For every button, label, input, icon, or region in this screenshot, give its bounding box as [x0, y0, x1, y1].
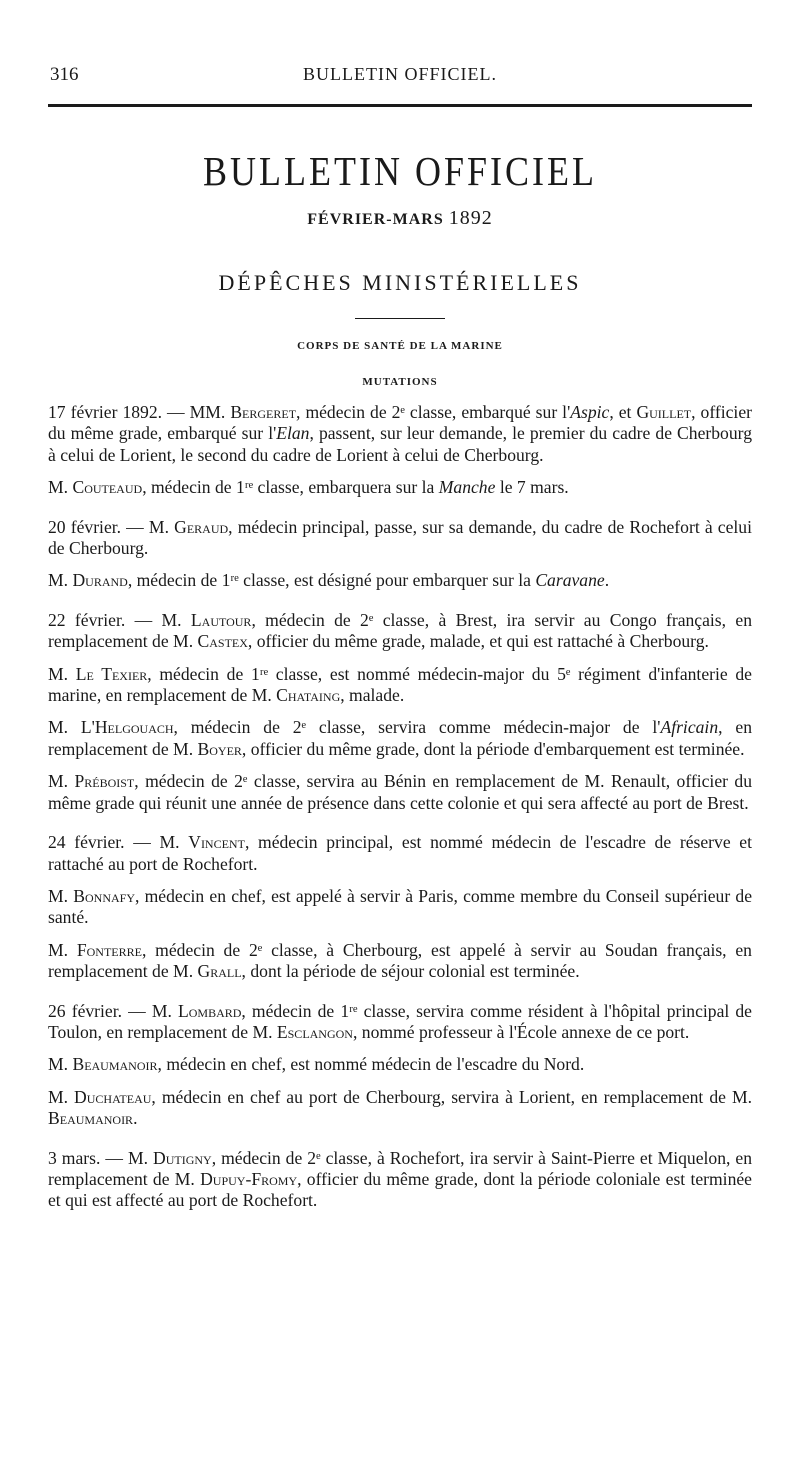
running-head — [40, 64, 760, 88]
text-run: , médecin de 2ᵉ classe, embarqué sur l' — [296, 402, 571, 422]
text-run: . — [604, 570, 610, 591]
paragraph — [48, 517, 752, 560]
ship-name: Africain — [660, 717, 719, 738]
paragraph — [48, 771, 752, 814]
text-run: , officier du même grade, malade, et qui est rattaché à Cherbourg. — [247, 631, 709, 652]
person-name: Lautour — [190, 609, 252, 630]
text-run: M. — [48, 939, 77, 960]
text-run: M. — [48, 477, 73, 498]
running-title: BULLETIN OFFICIEL. — [303, 64, 497, 84]
date-line — [0, 207, 800, 230]
person-name: Chataing — [276, 685, 341, 706]
text-run: , médecin de 2ᵉ classe, à Brest, ira servir au Congo français, en remplacement de M. — [48, 609, 752, 652]
text-run: M. — [48, 885, 74, 906]
text-run: , passent, sur leur demande, le premier du cadre de Cherbourg à celui de Lorient, le second du cadre de Lorient à celui de Cherbourg. — [48, 423, 752, 465]
person-name: Bergeret — [230, 402, 297, 422]
document-title: BULLETIN OFFICIEL — [203, 148, 597, 194]
person-name: Geraud — [174, 516, 229, 537]
paragraph — [48, 832, 752, 875]
person-name: Beaumanoir — [48, 1108, 134, 1129]
person-name: Grall — [197, 961, 242, 982]
text-run: , médecin de 1ʳᵉ classe, embarquera sur la — [142, 477, 439, 498]
person-name: Couteaud — [72, 477, 143, 498]
paragraph — [48, 1001, 752, 1044]
person-name: Bonnafy — [73, 885, 136, 906]
text-run: , officier du même grade, dont la période d'embarquement est terminée. — [241, 738, 745, 759]
text-run: , médecin principal, passe, sur sa demande, du cadre de Rochefort à celui de Cherbourg. — [48, 516, 752, 559]
text-run: 3 mars. — M. — [48, 1147, 153, 1168]
text-run: , médecin de 1ʳᵉ classe, est désigné pour embarquer sur la — [127, 570, 536, 591]
person-name: Dutigny — [153, 1147, 212, 1168]
paragraph — [48, 402, 752, 466]
person-name: Guillet — [636, 402, 692, 422]
body-text — [48, 402, 752, 1223]
text-run: , médecin de 1ʳᵉ classe, est nommé médecin-major du 5ᵉ régiment d'infanterie de marine, en remplacement de M. — [48, 663, 752, 706]
text-run: , médecin en chef, est appelé à servir à Paris, comme membre du Conseil supérieur de santé. — [48, 885, 752, 928]
paragraph — [48, 610, 752, 653]
text-run: , médecin de 2ᵉ classe, servira au Bénin en remplacement de M. Renault, officier du même grade qui réunit une année de présence dans cette colonie et qui sera affecté au port de Brest. — [48, 771, 752, 813]
ship-name: Caravane — [535, 570, 605, 591]
section-title: DÉPÊCHES MINISTÉRIELLES — [218, 270, 582, 295]
person-name: Beaumanoir — [72, 1054, 158, 1075]
paragraph — [48, 886, 752, 929]
paragraph — [48, 1054, 752, 1075]
text-run: , dont la période de séjour colonial est terminée. — [241, 961, 580, 982]
paragraph — [48, 1148, 752, 1212]
text-run: , médecin de 1ʳᵉ classe, servira comme résident à l'hôpital principal de Toulon, en remplacement de M. — [48, 1000, 752, 1042]
ship-name: Manche — [438, 477, 496, 498]
paragraph — [48, 570, 752, 591]
text-run: . — [133, 1108, 138, 1129]
text-run: M. — [48, 1054, 73, 1075]
text-run: , médecin principal, est nommé médecin de l'escadre de réserve et rattaché au port de Rochefort. — [48, 832, 752, 874]
text-run: M. — [48, 717, 81, 738]
text-run: 22 février. — M. — [48, 609, 191, 630]
person-name: L'Helgouach — [80, 717, 174, 738]
person-name: Dupuy-Fromy — [200, 1168, 298, 1189]
text-run: , et — [609, 402, 637, 422]
text-run: , nommé professeur à l'École annexe de ce port. — [352, 1021, 690, 1042]
text-run: , malade. — [340, 685, 405, 706]
page-number: 316 — [50, 64, 79, 85]
person-name: Castex — [197, 631, 248, 652]
text-run: , officier du même grade, dont la période coloniale est terminée et qui est affecté au port de Rochefort. — [48, 1168, 752, 1211]
text-run: 24 février. — M. — [48, 832, 189, 853]
text-run: , en remplacement de M. — [48, 717, 752, 759]
paragraph — [48, 664, 752, 707]
paragraph — [48, 477, 752, 498]
text-run: M. — [48, 1086, 75, 1107]
text-run: M. — [48, 663, 76, 684]
text-run: , médecin de 2ᵉ classe, servira comme médecin-major de l' — [173, 717, 661, 738]
date-year: 1892 — [448, 207, 493, 229]
subtitle: CORPS DE SANTÉ DE LA MARINE — [297, 340, 503, 352]
text-run: , médecin de 2ᵉ classe, à Rochefort, ira servir à Saint-Pierre et Miquelon, en remplacement de M. — [48, 1147, 753, 1189]
paragraph — [48, 1087, 752, 1130]
text-run: 20 février. — M. — [48, 516, 175, 537]
person-name: Esclangon — [276, 1021, 353, 1042]
ship-name: Aspic — [570, 402, 610, 422]
person-name: Préboist — [74, 771, 135, 792]
person-name: Le Texier — [75, 663, 148, 684]
paragraph — [48, 717, 752, 760]
text-run: 26 février. — M. — [48, 1000, 178, 1021]
subsubtitle: MUTATIONS — [362, 376, 438, 388]
person-name: Boyer — [197, 738, 242, 759]
person-name: Duchateau — [74, 1086, 152, 1107]
person-name: Vincent — [188, 832, 245, 853]
text-run: M. — [48, 570, 73, 591]
text-run: , officier du même grade, embarqué sur l' — [48, 402, 752, 444]
text-run: M. — [48, 771, 75, 792]
date-months: FÉVRIER-MARS — [307, 211, 444, 228]
paragraph — [48, 940, 752, 983]
header-rule — [48, 104, 752, 107]
person-name: Fonterre — [76, 939, 142, 960]
ship-name: Elan — [276, 423, 310, 444]
text-run: 17 février 1892. — MM. — [48, 402, 231, 422]
text-run: , médecin en chef au port de Cherbourg, servira à Lorient, en remplacement de M. — [151, 1086, 752, 1107]
text-run: , médecin de 2ᵉ classe, à Cherbourg, est appelé à servir au Soudan français, en remplacement de M. — [48, 939, 752, 982]
text-run: le 7 mars. — [495, 477, 569, 498]
text-run: , médecin en chef, est nommé médecin de l'escadre du Nord. — [157, 1054, 585, 1075]
person-name: Lombard — [177, 1000, 242, 1021]
section-rule — [355, 318, 445, 319]
person-name: Durand — [72, 570, 128, 591]
